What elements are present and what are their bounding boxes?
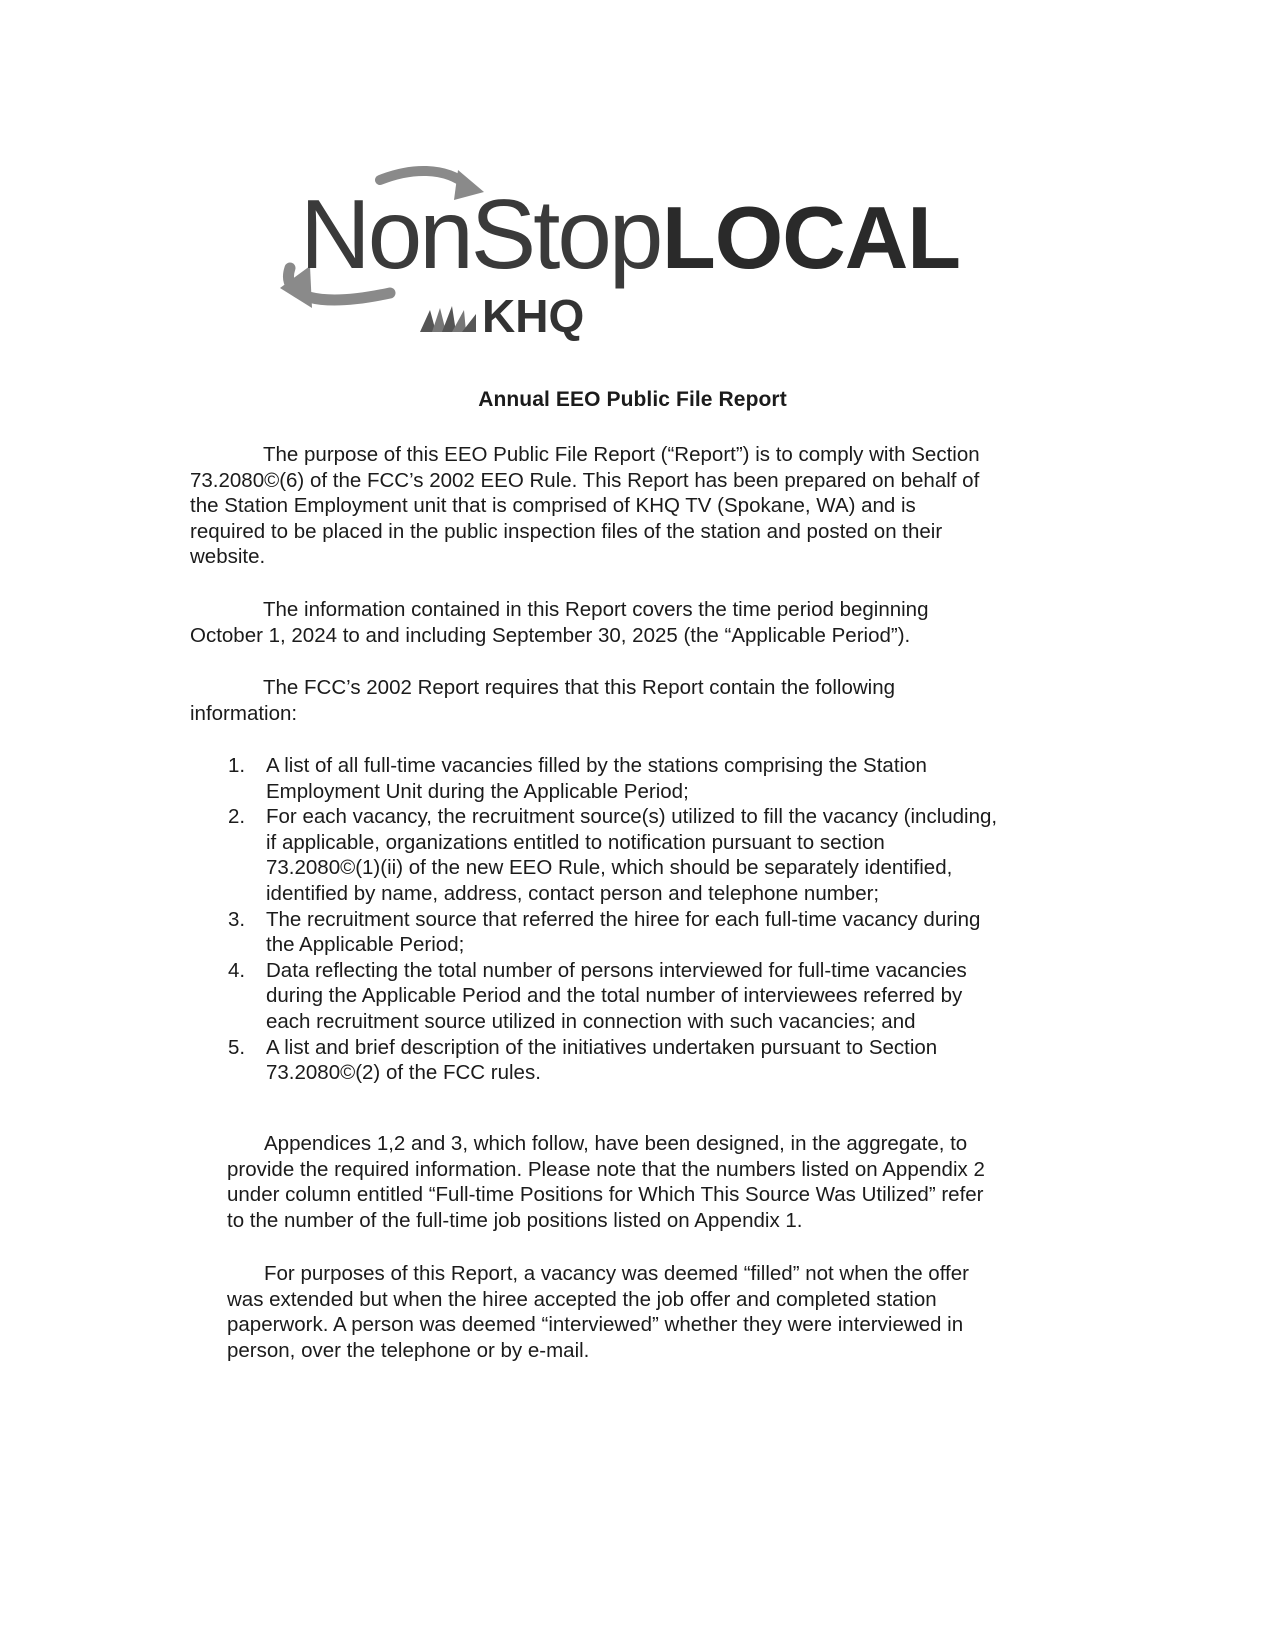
- paragraph-line: The purpose of this EEO Public File Report (“Report”) is to comply with Section: [263, 443, 980, 466]
- list-item-line: identified by name, address, contact person and telephone number;: [266, 881, 880, 905]
- list-item-line: The recruitment source that referred the hiree for each full-time vacancy during: [266, 907, 981, 931]
- list-item-line: during the Applicable Period and the total number of interviewees referred by: [266, 984, 963, 1008]
- nbc-peacock-icon: [420, 306, 476, 332]
- paragraph-line: Appendices 1,2 and 3, which follow, have been designed, in the aggregate, to: [264, 1132, 968, 1155]
- list-item-line: Employment Unit during the Applicable Period;: [266, 779, 689, 803]
- list-item-line: 73.2080©(1)(ii) of the new EEO Rule, which should be separately identified,: [266, 856, 953, 880]
- paragraph-line: For purposes of this Report, a vacancy was deemed “filled” not when the offer: [264, 1262, 969, 1285]
- list-item-line: A list of all full-time vacancies filled by the stations comprising the Station: [266, 754, 927, 777]
- paragraph-line: paperwork. A person was deemed “interviewed” whether they were interviewed in: [227, 1313, 964, 1337]
- list-item-number: 2.: [228, 805, 246, 829]
- list-item: [228, 958, 997, 1035]
- list-item-line: each recruitment source utilized in connection with such vacancies; and: [266, 1009, 916, 1033]
- list-item-line: the Applicable Period;: [266, 933, 465, 957]
- paragraph-line: The FCC’s 2002 Report requires that this Report contain the following: [263, 676, 896, 699]
- list-item-number: 5.: [228, 1035, 246, 1059]
- definitions-paragraph: [227, 1261, 969, 1363]
- list-item-line: if applicable, organizations entitled to notification pursuant to section: [266, 830, 885, 854]
- list-item: [228, 753, 997, 804]
- purpose-paragraph: [190, 442, 980, 570]
- list-item-number: 3.: [228, 907, 246, 931]
- paragraph-line: information:: [190, 701, 298, 725]
- paragraph-line: person, over the telephone or by e-mail.: [227, 1338, 590, 1362]
- station-logo: [270, 158, 990, 358]
- paragraph-line: the Station Employment unit that is comprised of KHQ TV (Spokane, WA) and is: [190, 494, 916, 518]
- paragraph-line: provide the required information. Please note that the numbers listed on Appendix 2: [227, 1157, 985, 1181]
- list-item-line: A list and brief description of the initiatives undertaken pursuant to Section: [266, 1035, 938, 1059]
- list-item-line: For each vacancy, the recruitment source(s) utilized to fill the vacancy (including,: [266, 805, 998, 829]
- requirements-list: [228, 753, 997, 1086]
- paragraph-line: required to be placed in the public inspection files of the station and posted on their: [190, 519, 943, 543]
- logo-text-khq: KHQ: [482, 290, 585, 342]
- paragraph-line: The information contained in this Report covers the time period beginning: [263, 598, 929, 621]
- list-item: [228, 804, 997, 906]
- paragraph-line: was extended but when the hiree accepted the job offer and completed station: [227, 1287, 937, 1311]
- paragraph-line: to the number of the full-time job positions listed on Appendix 1.: [227, 1208, 803, 1232]
- nonstop-local-khq-logo: [270, 158, 990, 358]
- list-item-line: 73.2080©(2) of the FCC rules.: [266, 1061, 541, 1085]
- logo-text-local: LOCAL: [662, 188, 961, 287]
- appendices-paragraph: [227, 1131, 985, 1233]
- list-item-number: 1.: [228, 754, 246, 777]
- list-item: [228, 1035, 997, 1086]
- list-item: [228, 907, 997, 958]
- list-item-line: Data reflecting the total number of persons interviewed for full-time vacancies: [266, 958, 967, 982]
- paragraph-line: 73.2080©(6) of the FCC’s 2002 EEO Rule. This Report has been prepared on behalf of: [190, 468, 980, 492]
- logo-text-nonstop: NonStop: [300, 179, 661, 289]
- period-paragraph: [190, 597, 929, 648]
- paragraph-line: website.: [190, 545, 266, 569]
- list-item-number: 4.: [228, 958, 246, 982]
- paragraph-line: under column entitled “Full-time Positions for Which This Source Was Utilized” refer: [227, 1183, 984, 1207]
- requirements-intro-paragraph: [190, 675, 895, 726]
- paragraph-line: October 1, 2024 to and including September 30, 2025 (the “Applicable Period”).: [190, 623, 911, 647]
- report-title: Annual EEO Public File Report: [478, 388, 787, 411]
